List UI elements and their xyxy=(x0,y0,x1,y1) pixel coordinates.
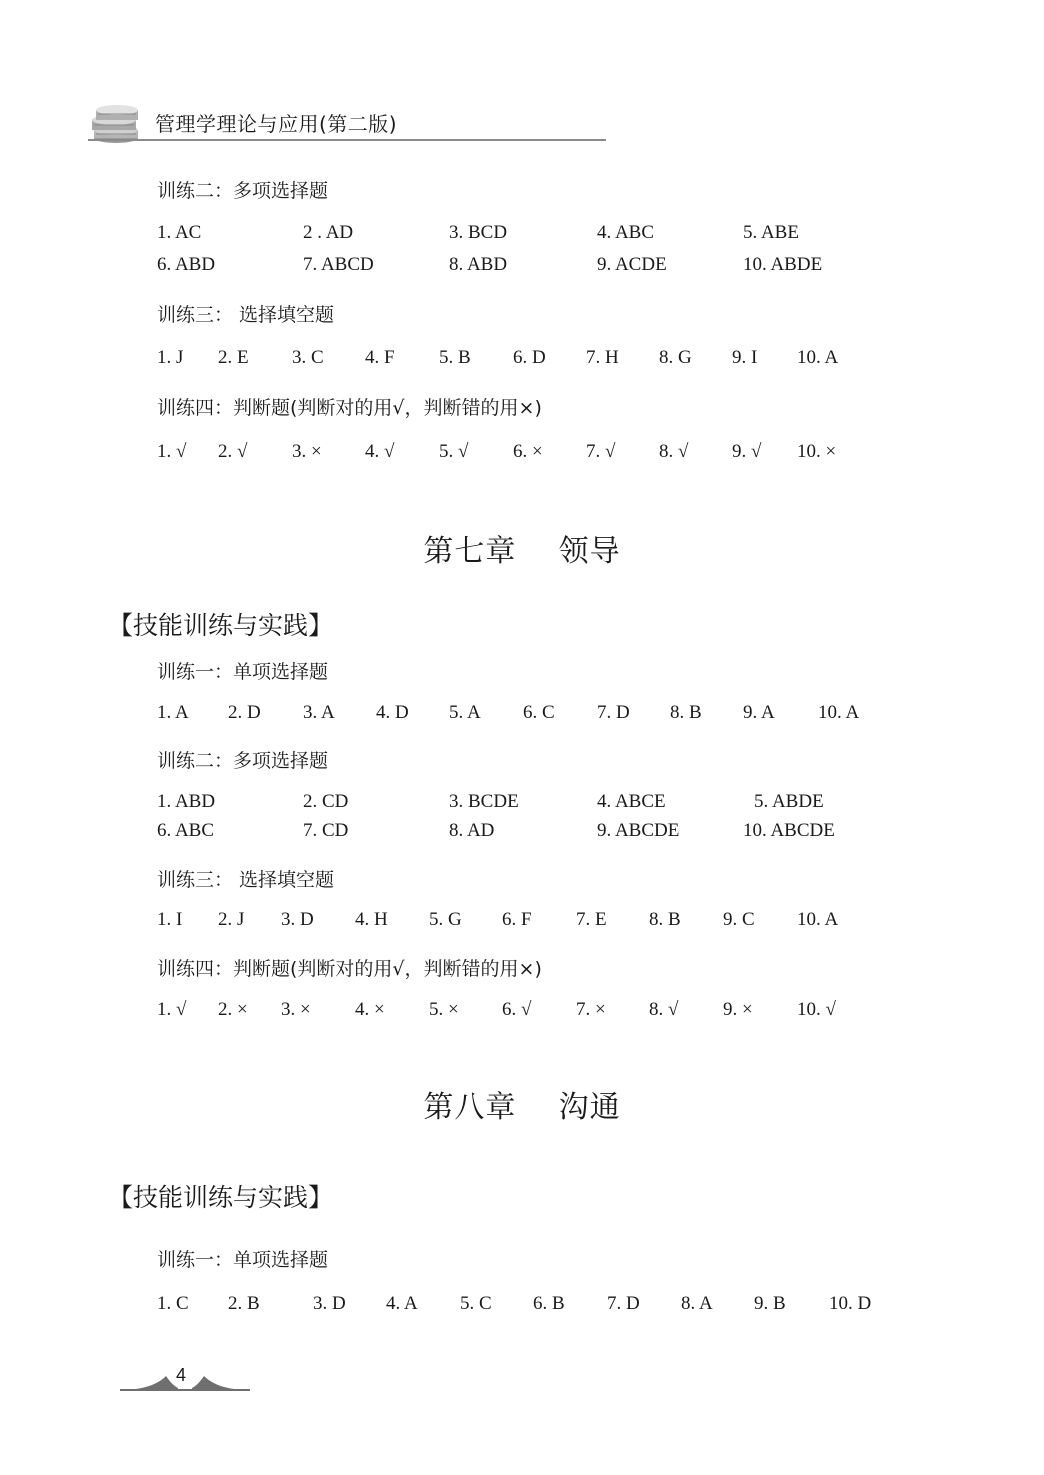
answer-cell: 4. D xyxy=(376,702,409,723)
answer-cell: 10. × xyxy=(797,441,837,462)
training-3-title: 训练三： 选择填空题 xyxy=(157,869,335,891)
answer-cell: 6. C xyxy=(523,702,555,723)
answer-cell: 1. √ xyxy=(157,999,187,1020)
answer-cell: 7. D xyxy=(597,702,630,723)
answer-cell: 4. ABCE xyxy=(597,791,666,812)
answer-cell: 6. B xyxy=(533,1293,565,1314)
answer-cell: 3. D xyxy=(281,909,314,930)
answer-cell: 7. E xyxy=(576,909,607,930)
answer-cell: 7. CD xyxy=(303,820,349,841)
answer-cell: 10. ABCDE xyxy=(743,820,835,841)
answer-cell: 1. √ xyxy=(157,441,187,462)
training-3-title: 训练三： 选择填空题 xyxy=(157,304,335,326)
training-1-title: 训练一：单项选择题 xyxy=(157,661,329,683)
answer-cell: 10. ABDE xyxy=(743,254,823,275)
training-1-title: 训练一：单项选择题 xyxy=(157,1249,329,1271)
answer-cell: 6. D xyxy=(513,347,546,368)
answer-cell: 1. AC xyxy=(157,222,202,243)
answer-cell: 7. × xyxy=(576,999,606,1020)
answer-cell: 9. ACDE xyxy=(597,254,667,275)
chapter-7-title: 第七章 领导 xyxy=(423,534,621,569)
header-divider xyxy=(88,139,606,141)
answer-cell: 4. H xyxy=(355,909,388,930)
answer-cell: 9. A xyxy=(743,702,775,723)
answer-cell: 9. I xyxy=(732,347,758,368)
answer-cell: 2 . AD xyxy=(303,222,354,243)
answer-cell: 5. C xyxy=(460,1293,492,1314)
book-title: 管理学理论与应用(第二版) xyxy=(155,112,398,136)
answer-cell: 8. √ xyxy=(659,441,689,462)
answer-cell: 3. D xyxy=(313,1293,346,1314)
answer-cell: 2. CD xyxy=(303,791,349,812)
answer-cell: 2. B xyxy=(228,1293,260,1314)
answer-cell: 2. × xyxy=(218,999,248,1020)
answer-cell: 7. H xyxy=(586,347,619,368)
answer-cell: 10. A xyxy=(797,909,839,930)
answer-cell: 10. A xyxy=(818,702,860,723)
answer-cell: 9. ABCDE xyxy=(597,820,680,841)
training-2-title: 训练二：多项选择题 xyxy=(157,750,329,772)
answer-cell: 3. × xyxy=(292,441,322,462)
coin-stack-logo-icon xyxy=(86,100,142,144)
answer-cell: 6. ABD xyxy=(157,254,216,275)
answer-cell: 5. ABE xyxy=(743,222,799,243)
page-number: 4 xyxy=(176,1365,187,1385)
section-heading: 【技能训练与实践】 xyxy=(108,1183,334,1212)
answer-cell: 1. J xyxy=(157,347,184,368)
answer-cell: 9. × xyxy=(723,999,753,1020)
answer-cell: 3. BCDE xyxy=(449,791,519,812)
answer-cell: 1. C xyxy=(157,1293,189,1314)
answer-cell: 4. ABC xyxy=(597,222,655,243)
answer-cell: 2. E xyxy=(218,347,249,368)
answer-cell: 3. A xyxy=(303,702,335,723)
answer-cell: 5. ABDE xyxy=(754,791,824,812)
answer-cell: 8. G xyxy=(659,347,692,368)
answer-cell: 7. D xyxy=(607,1293,640,1314)
answer-cell: 5. A xyxy=(449,702,481,723)
answer-cell: 7. ABCD xyxy=(303,254,374,275)
answer-cell: 10. A xyxy=(797,347,839,368)
answer-cell: 9. C xyxy=(723,909,755,930)
answer-cell: 6. √ xyxy=(502,999,532,1020)
answer-cell: 2. √ xyxy=(218,441,248,462)
training-2-title: 训练二：多项选择题 xyxy=(157,180,329,202)
answer-cell: 4. A xyxy=(386,1293,418,1314)
answer-cell: 5. G xyxy=(429,909,462,930)
answer-cell: 1. ABD xyxy=(157,791,216,812)
answer-cell: 8. ABD xyxy=(449,254,508,275)
answer-cell: 3. C xyxy=(292,347,324,368)
training-4-title: 训练四：判断题(判断对的用√，判断错的用×) xyxy=(157,958,542,980)
answer-cell: 4. √ xyxy=(365,441,395,462)
answer-cell: 2. D xyxy=(228,702,261,723)
answer-cell: 3. × xyxy=(281,999,311,1020)
answer-cell: 9. √ xyxy=(732,441,762,462)
answer-cell: 8. AD xyxy=(449,820,495,841)
answer-cell: 8. √ xyxy=(649,999,679,1020)
answer-cell: 5. × xyxy=(429,999,459,1020)
training-4-title: 训练四：判断题(判断对的用√，判断错的用×) xyxy=(157,397,542,419)
answer-cell: 8. A xyxy=(681,1293,713,1314)
answer-cell: 9. B xyxy=(754,1293,786,1314)
answer-cell: 10. D xyxy=(829,1293,872,1314)
answer-cell: 6. ABC xyxy=(157,820,215,841)
answer-cell: 2. J xyxy=(218,909,245,930)
answer-cell: 1. A xyxy=(157,702,189,723)
answer-cell: 8. B xyxy=(649,909,681,930)
answer-cell: 7. √ xyxy=(586,441,616,462)
answer-cell: 1. I xyxy=(157,909,183,930)
answer-cell: 10. √ xyxy=(797,999,836,1020)
answer-cell: 5. B xyxy=(439,347,471,368)
answer-cell: 3. BCD xyxy=(449,222,508,243)
section-heading: 【技能训练与实践】 xyxy=(108,611,334,640)
chapter-8-title: 第八章 沟通 xyxy=(423,1090,621,1125)
answer-cell: 6. F xyxy=(502,909,532,930)
answer-cell: 5. √ xyxy=(439,441,469,462)
answer-cell: 4. F xyxy=(365,347,395,368)
answer-cell: 6. × xyxy=(513,441,543,462)
answer-cell: 8. B xyxy=(670,702,702,723)
answer-cell: 4. × xyxy=(355,999,385,1020)
